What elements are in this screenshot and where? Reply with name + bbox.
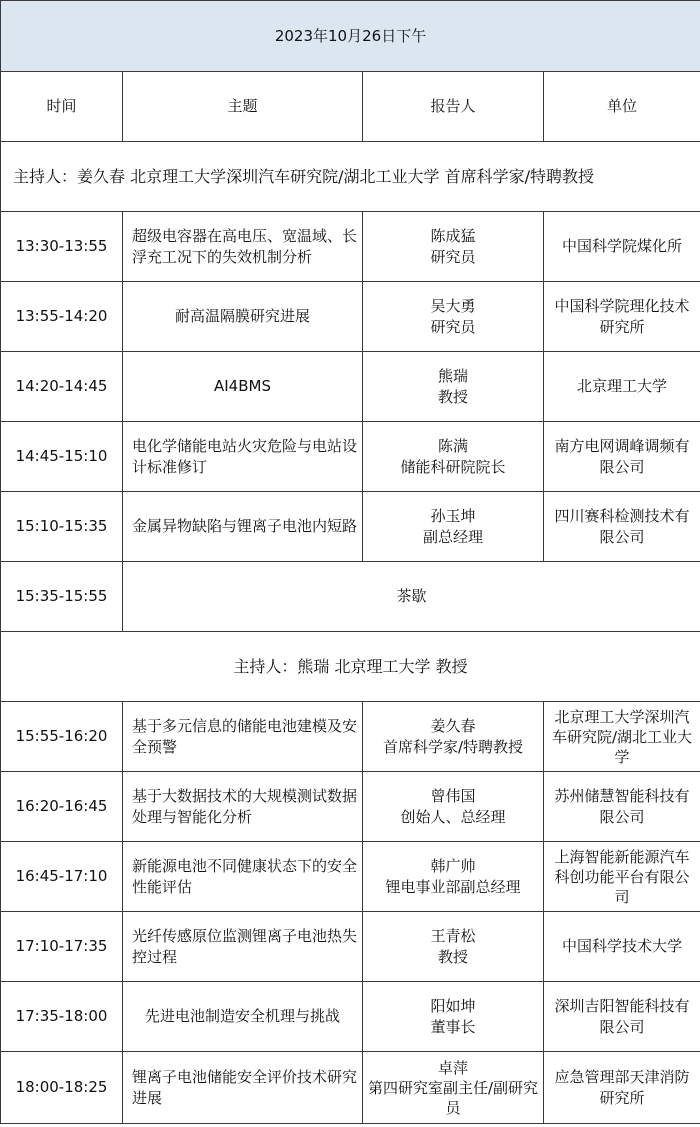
talk-org: 深圳吉阳智能科技有限公司	[544, 982, 700, 1052]
talk-topic: 耐高温隔膜研究进展	[123, 282, 363, 352]
session1-host-row	[1, 142, 700, 212]
talk-org: 北京理工大学深圳汽车研究院/湖北工业大学	[544, 702, 700, 772]
talk-org: 北京理工大学	[544, 352, 700, 422]
speaker-title: 教授	[437, 947, 468, 966]
talk-topic: 基于多元信息的储能电池建模及安全预警	[123, 702, 363, 772]
speaker-name: 卓萍	[437, 1058, 468, 1077]
talk-org: 中国科学院理化技术研究所	[544, 282, 700, 352]
table-row	[1, 1052, 700, 1124]
talk-topic: 新能源电池不同健康状态下的安全性能评估	[123, 842, 363, 912]
speaker-title: 董事长	[430, 1017, 476, 1036]
talk-speaker-cell	[363, 842, 544, 912]
speaker-title: 首席科学家/特聘教授	[382, 737, 524, 756]
table-row	[1, 912, 700, 982]
speaker-title: 锂电事业部副总经理	[385, 877, 521, 896]
talk-speaker-cell	[363, 282, 544, 352]
talk-org: 中国科学技术大学	[544, 912, 700, 982]
table-row	[1, 212, 700, 282]
talk-topic: 先进电池制造安全机理与挑战	[123, 982, 363, 1052]
column-header-topic: 主题	[123, 72, 363, 142]
talk-time: 16:20-16:45	[1, 772, 123, 842]
talk-speaker-cell	[363, 422, 544, 492]
talk-speaker-cell	[363, 772, 544, 842]
talk-org: 上海智能新能源汽车科创功能平台有限公司	[544, 842, 700, 912]
talk-topic: 基于大数据技术的大规模测试数据处理与智能化分析	[123, 772, 363, 842]
talk-topic: 超级电容器在高电压、宽温域、长浮充工况下的失效机制分析	[123, 212, 363, 282]
talk-org: 四川赛科检测技术有限公司	[544, 492, 700, 562]
talk-time: 18:00-18:25	[1, 1052, 123, 1124]
talk-speaker-cell	[363, 492, 544, 562]
talk-speaker-cell	[363, 1052, 544, 1124]
session2-host-row	[1, 632, 700, 702]
talk-org: 南方电网调峰调频有限公司	[544, 422, 700, 492]
session2-host: 主持人：熊瑞 北京理工大学 教授	[1, 632, 700, 702]
speaker-title: 创始人、总经理	[400, 807, 506, 826]
speaker-name: 韩广帅	[430, 856, 476, 875]
speaker-name: 陈成猛	[430, 226, 476, 245]
speaker-name: 阳如坤	[430, 996, 476, 1015]
talk-speaker-cell	[363, 702, 544, 772]
speaker-name: 孙玉坤	[430, 506, 476, 525]
talk-time: 14:20-14:45	[1, 352, 123, 422]
talk-topic: AI4BMS	[123, 352, 363, 422]
date-header: 2023年10月26日下午	[1, 1, 700, 72]
column-header-speaker: 报告人	[363, 72, 544, 142]
speaker-name: 王青松	[430, 926, 476, 945]
table-row	[1, 492, 700, 562]
talk-time: 13:30-13:55	[1, 212, 123, 282]
talk-speaker-cell	[363, 352, 544, 422]
talk-time: 16:45-17:10	[1, 842, 123, 912]
talk-topic: 电化学储能电站火灾危险与电站设计标准修订	[123, 422, 363, 492]
table-row	[1, 282, 700, 352]
column-header-row	[1, 72, 700, 142]
talk-org: 中国科学院煤化所	[544, 212, 700, 282]
talk-time: 15:55-16:20	[1, 702, 123, 772]
table-row	[1, 842, 700, 912]
speaker-title: 第四研究室副主任/副研究员	[367, 1078, 539, 1117]
speaker-title: 储能科研院院长	[400, 457, 506, 476]
table-row	[1, 352, 700, 422]
speaker-name: 吴大勇	[430, 296, 476, 315]
break-label: 茶歇	[123, 562, 700, 632]
speaker-title: 研究员	[430, 247, 476, 266]
speaker-title: 教授	[437, 387, 468, 406]
table-row	[1, 422, 700, 492]
talk-org: 应急管理部天津消防研究所	[544, 1052, 700, 1124]
talk-speaker-cell	[363, 982, 544, 1052]
break-time: 15:35-15:55	[1, 562, 123, 632]
talk-time: 17:10-17:35	[1, 912, 123, 982]
talk-topic: 锂离子电池储能安全评价技术研究进展	[123, 1052, 363, 1124]
speaker-name: 熊瑞	[437, 366, 468, 385]
talk-topic: 金属异物缺陷与锂离子电池内短路	[123, 492, 363, 562]
speaker-title: 副总经理	[422, 527, 483, 546]
talk-time: 13:55-14:20	[1, 282, 123, 352]
date-header-row	[1, 1, 700, 72]
talk-time: 15:10-15:35	[1, 492, 123, 562]
speaker-name: 曾伟国	[430, 786, 476, 805]
column-header-time: 时间	[1, 72, 123, 142]
session1-host: 主持人：姜久春 北京理工大学深圳汽车研究院/湖北工业大学 首席科学家/特聘教授	[1, 142, 700, 212]
talk-time: 17:35-18:00	[1, 982, 123, 1052]
speaker-name: 姜久春	[430, 716, 476, 735]
talk-topic: 光纤传感原位监测锂离子电池热失控过程	[123, 912, 363, 982]
speaker-name: 陈满	[437, 436, 468, 455]
table-row	[1, 982, 700, 1052]
table-row	[1, 702, 700, 772]
break-row	[1, 562, 700, 632]
column-header-org: 单位	[544, 72, 700, 142]
speaker-title: 研究员	[430, 317, 476, 336]
table-row	[1, 772, 700, 842]
talk-time: 14:45-15:10	[1, 422, 123, 492]
talk-speaker-cell	[363, 912, 544, 982]
talk-org: 苏州储慧智能科技有限公司	[544, 772, 700, 842]
talk-speaker-cell	[363, 212, 544, 282]
